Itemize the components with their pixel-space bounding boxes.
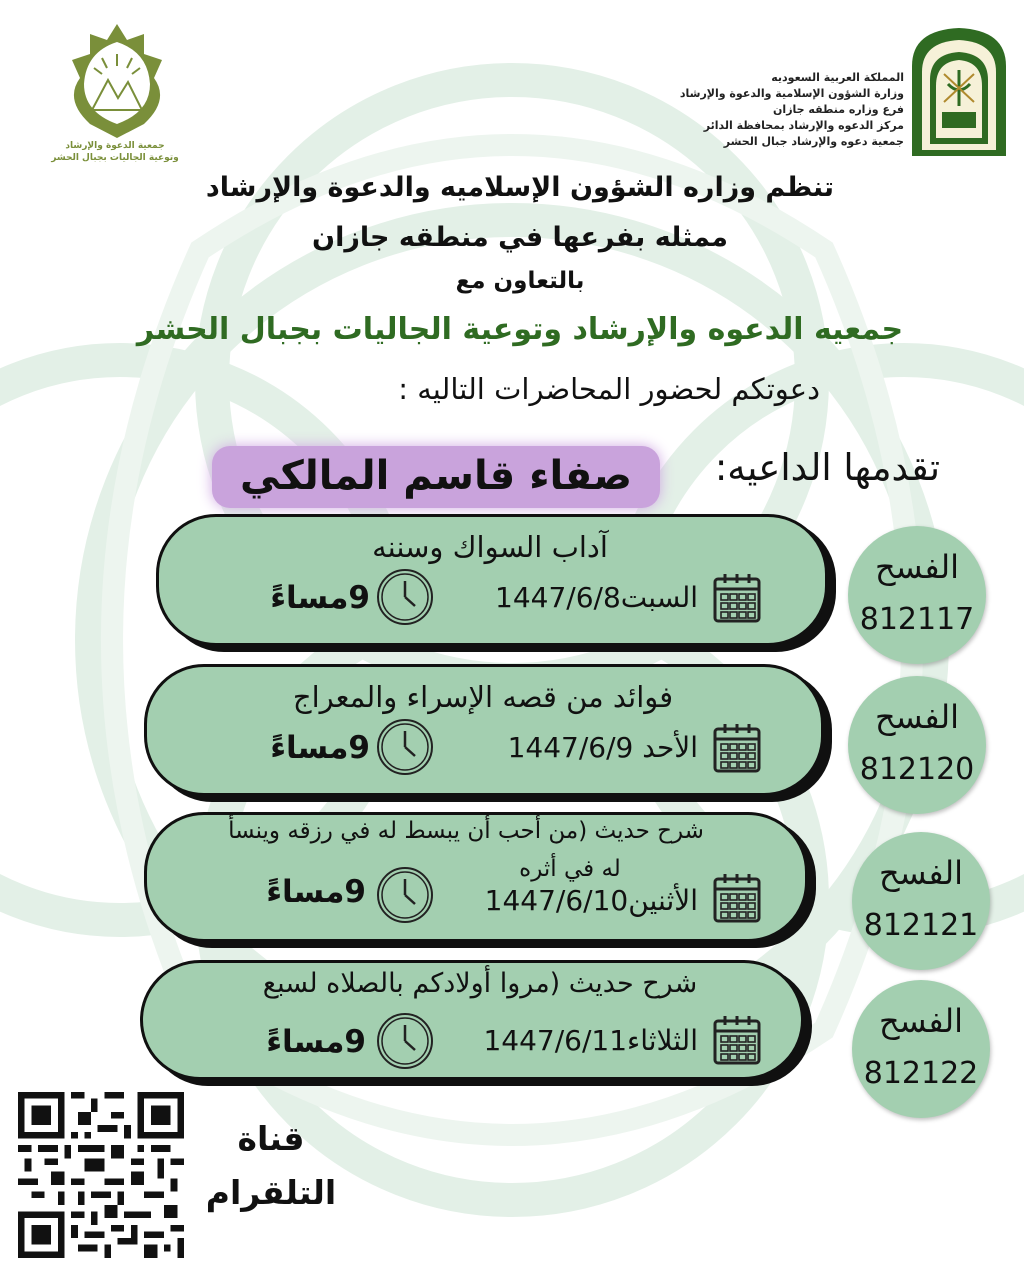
lecture-date: السبت1447/6/8 — [495, 581, 698, 614]
channel-label-line: قناة — [237, 1119, 305, 1158]
intro-line-3: بالتعاون مع — [455, 268, 585, 294]
ministry-line: وزارة الشؤون الإسلامية والدعوة والإرشاد — [679, 87, 904, 100]
ministry-line: جمعية دعوه والإرشاد جبال الحشر — [723, 135, 904, 148]
calendar-icon — [712, 872, 762, 924]
ministry-line: مركز الدعوه والإرشاد بمحافظة الدائر — [703, 119, 904, 132]
lecture-time: 9مساءً — [266, 1024, 366, 1060]
clock-icon — [376, 1012, 434, 1070]
room-name: الفسح — [878, 854, 964, 892]
room-number: 812122 — [863, 1056, 979, 1091]
room-name: الفسح — [878, 1002, 964, 1040]
intro-line-1: تنظم وزاره الشؤون الإسلاميه والدعوة والإرشاد — [205, 172, 835, 203]
room-name: الفسح — [874, 548, 960, 586]
lecture-title: شرح حديث (من أحب أن يبسط له في رزقه وينسأ — [228, 818, 704, 844]
clock-icon — [376, 568, 434, 626]
lecture-time: 9مساءً — [270, 730, 370, 766]
lecture-date: الأحد 1447/6/9 — [507, 731, 698, 764]
invitation-text: دعوتكم لحضور المحاضرات التاليه : — [398, 372, 820, 406]
lecture-time: 9مساءً — [266, 874, 366, 910]
lecture-title-continued: له في أثره — [519, 856, 621, 882]
lecture-title: شرح حديث (مروا أولادكم بالصلاه لسبع — [262, 968, 698, 999]
room-badge — [848, 676, 986, 814]
channel-label-line: التلقرام — [205, 1173, 337, 1212]
calendar-icon — [712, 722, 762, 774]
association-caption — [40, 140, 190, 164]
lecture-time: 9مساءً — [270, 580, 370, 616]
room-number: 812120 — [859, 752, 975, 787]
ministry-line: فرع وزاره منطقه جازان — [773, 103, 904, 116]
room-number: 812121 — [863, 908, 979, 943]
calendar-icon — [712, 1014, 762, 1066]
clock-icon — [376, 866, 434, 924]
room-name: الفسح — [874, 698, 960, 736]
room-badge — [852, 832, 990, 970]
lecture-date: الأثنين1447/6/10 — [484, 884, 698, 917]
presenter-name: صفاء قاسم المالكي — [240, 453, 632, 499]
ministry-line: المملكة العربية السعوديه — [771, 71, 904, 84]
association-caption-line: وتوعية الجاليات بجبال الحشر — [51, 153, 179, 163]
room-number: 812117 — [859, 602, 975, 637]
telegram-channel-label — [196, 1112, 346, 1220]
association-caption-line: جمعية الدعوة والإرشاد — [65, 141, 165, 151]
ministry-header-text — [544, 70, 904, 150]
presenter-label: تقدمها الداعيه: — [714, 446, 940, 489]
lecture-date: الثلاثاء1447/6/11 — [483, 1024, 698, 1057]
calendar-icon — [712, 572, 762, 624]
lecture-title: فوائد من قصه الإسراء والمعراج — [292, 680, 674, 714]
clock-icon — [376, 718, 434, 776]
telegram-qr-code[interactable] — [18, 1092, 184, 1258]
ministry-logo — [908, 26, 1010, 158]
intro-line-2: ممثله بفرعها في منطقه جازان — [312, 222, 728, 253]
partner-association-name: جمعيه الدعوه والإرشاد وتوعية الجاليات بجبال الحشر — [136, 312, 904, 347]
lecture-title: آداب السواك وسننه — [372, 530, 608, 564]
room-badge — [852, 980, 990, 1118]
room-badge — [848, 526, 986, 664]
